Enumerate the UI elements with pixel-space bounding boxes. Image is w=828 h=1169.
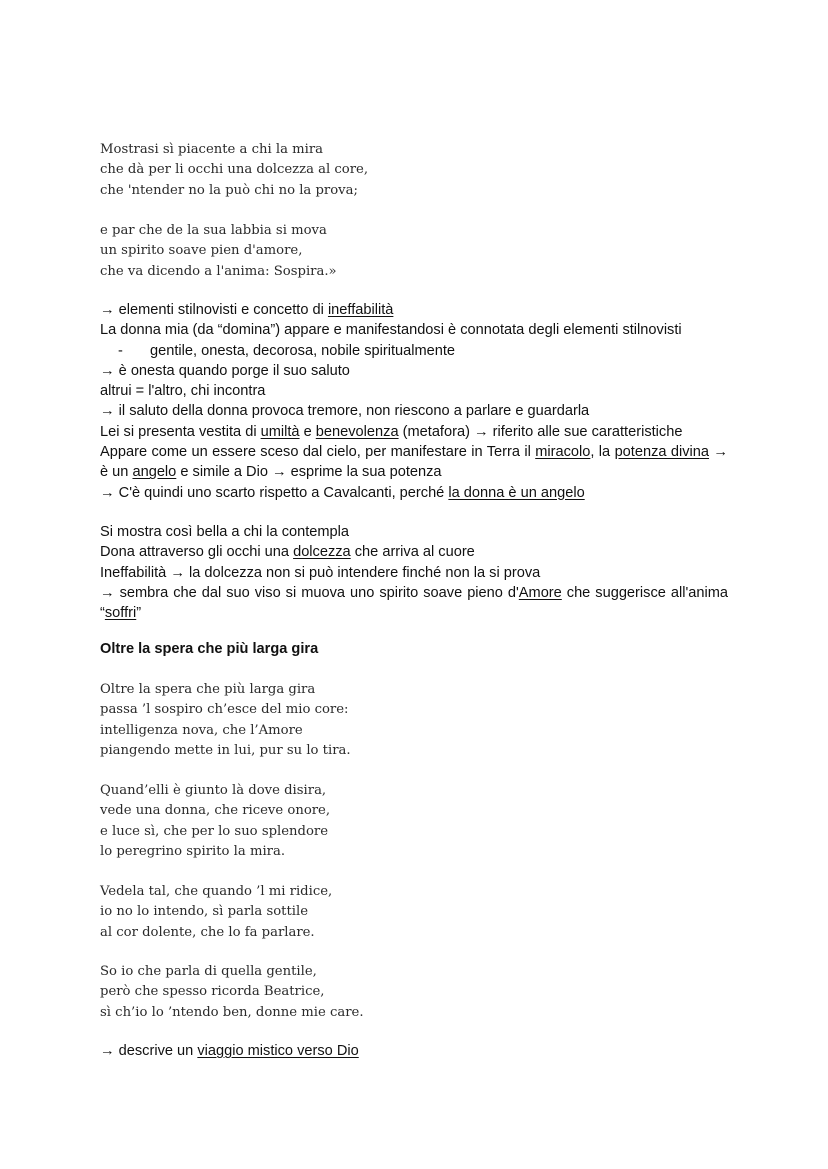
underlined-term: dolcezza xyxy=(293,544,351,561)
note-line: → il saluto della donna provoca tremore, non riescono a parlare e guardarla xyxy=(100,403,590,420)
verse-line: lo peregrino spirito la mira. xyxy=(100,843,286,859)
verse-line: che 'ntender no la può chi no la prova; xyxy=(100,182,358,198)
note-text: → elementi stilnovisti e concetto di xyxy=(100,302,328,318)
note-text: che arriva al cuore xyxy=(350,544,475,561)
poem2-stanza2 xyxy=(100,781,330,862)
verse-line: Oltre la spera che più larga gira xyxy=(100,682,316,697)
verse-line: io no lo intendo, sì parla sottile xyxy=(100,904,308,920)
note-line: altrui = l'altro, chi incontra xyxy=(100,383,266,400)
bullet-item xyxy=(100,341,728,361)
verse-line: e par che de la sua labbia si mova xyxy=(100,223,327,238)
poem1-stanza2 xyxy=(100,221,337,282)
verse-line: sì ch’io lo ’ntendo ben, donne mie care. xyxy=(100,1004,364,1020)
note-line xyxy=(100,542,728,562)
note-line xyxy=(100,300,728,320)
poem2-stanza1 xyxy=(100,680,351,761)
notes-block-1 xyxy=(100,300,728,503)
underlined-term: la donna è un angelo xyxy=(448,484,585,501)
note-text: Appare come un essere sceso dal cielo, per manifestare in Terra il xyxy=(100,444,536,461)
underlined-term: ineffabilità xyxy=(327,302,394,318)
underlined-term: angelo xyxy=(132,464,177,481)
underlined-term: umiltà xyxy=(260,423,300,440)
underlined-term: Amore xyxy=(518,584,562,601)
verse-line: passa ’l sospiro ch’esce del mio core: xyxy=(100,702,349,718)
note-line xyxy=(100,483,728,503)
note-text: e simile a Dio → esprime la sua potenza xyxy=(176,464,442,481)
verse-line: però che spesso ricorda Beatrice, xyxy=(100,984,325,1000)
note-text: che suggerisce all'anima “ xyxy=(100,584,728,622)
poem2-stanza3 xyxy=(100,882,332,943)
notes-block-2 xyxy=(100,522,728,623)
verse-line: Vedela tal, che quando ’l mi ridice, xyxy=(100,884,333,899)
verse-line: intelligenza nova, che l’Amore xyxy=(100,722,303,738)
underlined-term: viaggio mistico verso Dio xyxy=(197,1043,359,1059)
verse-line: So io che parla di quella gentile, xyxy=(100,964,317,979)
final-note xyxy=(100,1043,359,1059)
bullet-text: gentile, onesta, decorosa, nobile spiritualmente xyxy=(150,342,456,359)
verse-line: un spirito soave pien d'amore, xyxy=(100,243,303,259)
underlined-term: miracolo xyxy=(535,444,591,461)
bullet-dash: - xyxy=(118,342,123,359)
verse-line: vede una donna, che riceve onore, xyxy=(100,803,331,819)
note-text: Lei si presenta vestita di xyxy=(100,423,261,440)
verse-line: Mostrasi sì piacente a chi la mira xyxy=(100,142,324,157)
note-text: → è un xyxy=(100,444,728,481)
verse-line: che dà per li occhi una dolcezza al core, xyxy=(100,162,369,178)
verse-line: al cor dolente, che lo fa parlare. xyxy=(100,924,315,940)
note-text: e xyxy=(299,423,316,440)
note-line: Ineffabilità → la dolcezza non si può intendere finché non la si prova xyxy=(100,564,541,581)
verse-line: che va dicendo a l'anima: Sospira.» xyxy=(100,263,337,279)
note-text: , la xyxy=(590,444,615,461)
note-line: Si mostra così bella a chi la contempla xyxy=(100,524,350,540)
note-text: → descrive un xyxy=(100,1043,198,1059)
note-text: (metafora) → riferito alle sue caratteristiche xyxy=(398,423,683,440)
note-paragraph xyxy=(100,442,728,483)
section-heading: Oltre la spera che più larga gira xyxy=(100,641,319,657)
note-text: Dona attraverso gli occhi una xyxy=(100,544,294,561)
verse-line: Quand’elli è giunto là dove disira, xyxy=(100,783,327,798)
underlined-term: benevolenza xyxy=(315,423,399,440)
verse-line: e luce sì, che per lo suo splendore xyxy=(100,823,329,839)
underlined-term: potenza divina xyxy=(614,444,710,461)
note-text: ” xyxy=(136,605,142,622)
note-line: La donna mia (da “domina”) appare e manifestandosi è connotata degli elementi stilnovisti xyxy=(100,322,682,339)
poem2-stanza4 xyxy=(100,962,364,1023)
poem1-stanza1 xyxy=(100,140,368,201)
note-text: → sembra che dal suo viso si muova uno spirito soave pieno d' xyxy=(100,584,519,601)
note-text: → C'è quindi uno scarto rispetto a Cavalcanti, perché xyxy=(100,484,449,501)
note-line xyxy=(100,422,728,442)
underlined-term: soffri xyxy=(104,605,137,622)
verse-line: piangendo mette in lui, pur su lo tira. xyxy=(100,742,351,758)
note-paragraph xyxy=(100,583,728,624)
note-line: → è onesta quando porge il suo saluto xyxy=(100,362,350,379)
